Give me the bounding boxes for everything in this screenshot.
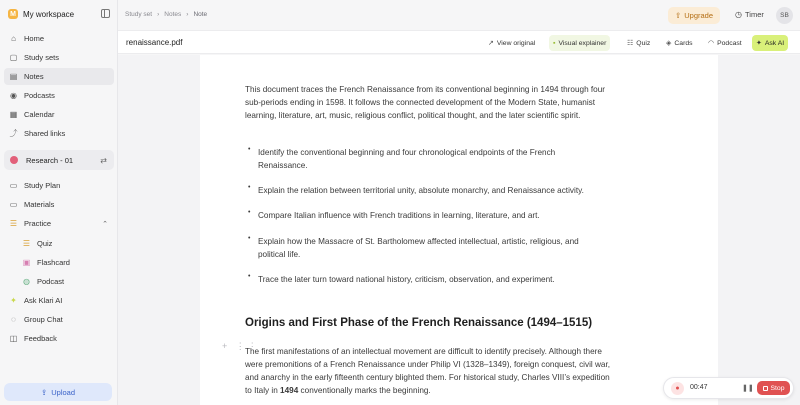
avatar[interactable]: SB (776, 7, 793, 24)
cards-icon: ◈ (666, 40, 672, 47)
podcast-label: Podcast (717, 39, 742, 47)
breadcrumb-notes[interactable]: Notes (164, 11, 182, 18)
sidebar-item-label: Notes (24, 72, 44, 81)
sidebar-item-podcasts[interactable] (4, 87, 114, 104)
breadcrumb (125, 11, 207, 18)
external-link-icon: ↗ (488, 40, 494, 47)
sidebar-item-label: Ask Klari AI (24, 296, 63, 305)
sidebar-item-practice[interactable] (4, 215, 114, 232)
flashcard-icon: ▣ (22, 257, 31, 267)
sidebar-toggle-icon[interactable] (101, 9, 110, 18)
section-bold-year: 1494 (280, 386, 299, 395)
mic-icon: ◉ (10, 90, 17, 100)
pause-icon[interactable]: ❚❚ (742, 385, 754, 392)
document-page (200, 55, 718, 405)
view-original-label: View original (496, 39, 536, 47)
quiz-icon: ☷ (627, 40, 634, 47)
sidebar (0, 0, 118, 405)
sidebar-item-shared-links[interactable] (4, 125, 114, 142)
cards-button[interactable] (662, 35, 697, 51)
document-toolbar (118, 30, 800, 54)
research-set-label: Research - 01 (26, 155, 74, 165)
study-sets-icon: ▢ (9, 52, 18, 62)
sidebar-item-label: Shared links (24, 129, 66, 138)
section-paragraph (245, 345, 615, 397)
sidebar-item-ask-klari-ai[interactable] (4, 292, 114, 309)
calendar-icon: ▦ (9, 109, 18, 119)
workspace-switcher[interactable] (8, 6, 112, 22)
sidebar-item-label: Study sets (24, 53, 60, 62)
share-icon: ⤴ (9, 128, 18, 138)
timer-label: Timer (744, 10, 764, 19)
chat-icon: ◌ (11, 314, 16, 324)
research-set-icon (10, 156, 18, 164)
breadcrumb-study-set[interactable]: Study set (125, 11, 153, 18)
section-text-end: conventionally marks the beginning. (298, 386, 431, 395)
breadcrumb-separator: › (186, 11, 189, 18)
practice-icon: ☰ (9, 218, 18, 228)
visual-explainer-button[interactable] (549, 35, 610, 51)
podcast-icon: ◍ (23, 276, 30, 286)
workspace-name: My workspace (23, 9, 75, 19)
workspace-logo: M (8, 9, 18, 19)
sidebar-item-study-sets[interactable] (4, 49, 114, 66)
sidebar-item-label: Podcast (37, 277, 65, 286)
visual-explainer-label: Visual explainer (558, 39, 607, 47)
swap-icon[interactable]: ⇄ (100, 155, 107, 165)
cards-label: Cards (674, 39, 693, 47)
sidebar-item-label: Materials (24, 200, 55, 209)
podcast-button[interactable] (704, 35, 746, 51)
stop-icon (763, 386, 768, 391)
file-name: renaissance.pdf (126, 38, 183, 47)
sparkle-icon: ✦ (756, 40, 762, 47)
sidebar-item-study-plan[interactable] (4, 177, 114, 194)
sidebar-item-group-chat[interactable] (4, 311, 114, 328)
sidebar-item-label: Home (24, 34, 45, 43)
top-header (118, 0, 800, 30)
sidebar-item-label: Feedback (24, 334, 57, 343)
home-icon: ⌂ (11, 33, 16, 43)
recording-widget (663, 377, 794, 399)
quiz-icon: ☰ (22, 238, 31, 248)
study-plan-icon: ▭ (9, 180, 18, 190)
sidebar-item-label: Flashcard (37, 258, 70, 267)
sidebar-item-podcast[interactable] (4, 273, 114, 290)
visual-explainer-icon: ▪ (553, 39, 556, 47)
mic-icon[interactable]: ● (671, 382, 684, 395)
sidebar-item-home[interactable] (4, 30, 114, 47)
sidebar-item-notes[interactable] (4, 68, 114, 85)
headphones-icon: ◠ (708, 40, 715, 47)
list-item: • Compare Italian influence with French traditions in learning, literature, and art. (246, 209, 606, 222)
quiz-button[interactable] (623, 35, 654, 51)
upgrade-label: Upgrade (684, 11, 714, 20)
sidebar-item-flashcard[interactable] (4, 254, 114, 271)
list-item: • Trace the later turn toward national history, criticism, observation, and experiment. (246, 273, 606, 286)
list-item: • Identify the conventional beginning and four chronological endpoints of the French Renaissance. (246, 146, 606, 172)
section-text: The first manifestations of an intellectual movement are difficult to identify precisely. Although there were premonitions of a French Renaissance under Philip VI (1328–1349), foreign conquest, civil war, and anarchy in the early fifteenth century blighted them. For historical study, Charles VIII’s expedition to Italy in (245, 347, 610, 395)
stop-button[interactable] (757, 381, 790, 395)
breadcrumb-note: Note (193, 11, 208, 18)
ask-ai-button[interactable] (752, 35, 788, 51)
stop-label: Stop (770, 384, 785, 392)
folder-icon: ▭ (9, 199, 18, 209)
clock-icon: ◷ (735, 10, 742, 19)
sidebar-item-label: Podcasts (24, 91, 55, 100)
list-item: • Explain how the Massacre of St. Bartholomew affected intellectual, artistic, religious, and political life. (246, 235, 606, 261)
sidebar-item-label: Calendar (24, 110, 55, 119)
recording-time: 00:47 (690, 384, 708, 391)
chevron-up-icon[interactable]: ⌃ (102, 220, 108, 228)
sidebar-item-calendar[interactable] (4, 106, 114, 123)
upload-button[interactable] (4, 383, 112, 401)
drag-handle-icon[interactable]: + ⋮⋮ (222, 341, 260, 351)
feedback-icon: ◫ (9, 333, 18, 343)
timer-button[interactable] (735, 10, 764, 19)
notes-icon: ▤ (9, 71, 18, 81)
sidebar-item-materials[interactable] (4, 196, 114, 213)
view-original-button[interactable] (484, 35, 539, 51)
sidebar-item-label: Quiz (37, 239, 53, 248)
intro-paragraph: This document traces the French Renaissance from its conventional beginning in 1494 through four sub-periods ending in 1598. It follows the connected development of the Modern State, humanist learning, literature, art, music, religious conflict, political thought, and the later scientific spirit. (245, 85, 606, 120)
research-set-selector[interactable] (4, 150, 114, 170)
breadcrumb-separator: › (157, 11, 160, 18)
section-heading: Origins and First Phase of the French Renaissance (1494–1515) (245, 317, 593, 329)
sidebar-item-label: Practice (24, 219, 52, 228)
upload-icon: ⇪ (40, 387, 48, 397)
sidebar-item-label: Study Plan (24, 181, 61, 190)
sidebar-item-label: Group Chat (24, 315, 63, 324)
upgrade-icon: ⇧ (674, 11, 682, 20)
upload-label: Upload (51, 387, 76, 397)
ask-ai-label: Ask AI (764, 39, 785, 47)
quiz-label: Quiz (636, 39, 651, 47)
sparkle-icon: ✦ (10, 295, 17, 305)
cropped-heading (244, 55, 250, 66)
list-item: • Explain the relation between territorial unity, absolute monarchy, and Renaissance activity. (246, 184, 606, 197)
upgrade-button[interactable] (668, 7, 720, 24)
sidebar-item-quiz[interactable] (4, 235, 114, 252)
sidebar-item-feedback[interactable] (4, 330, 114, 347)
